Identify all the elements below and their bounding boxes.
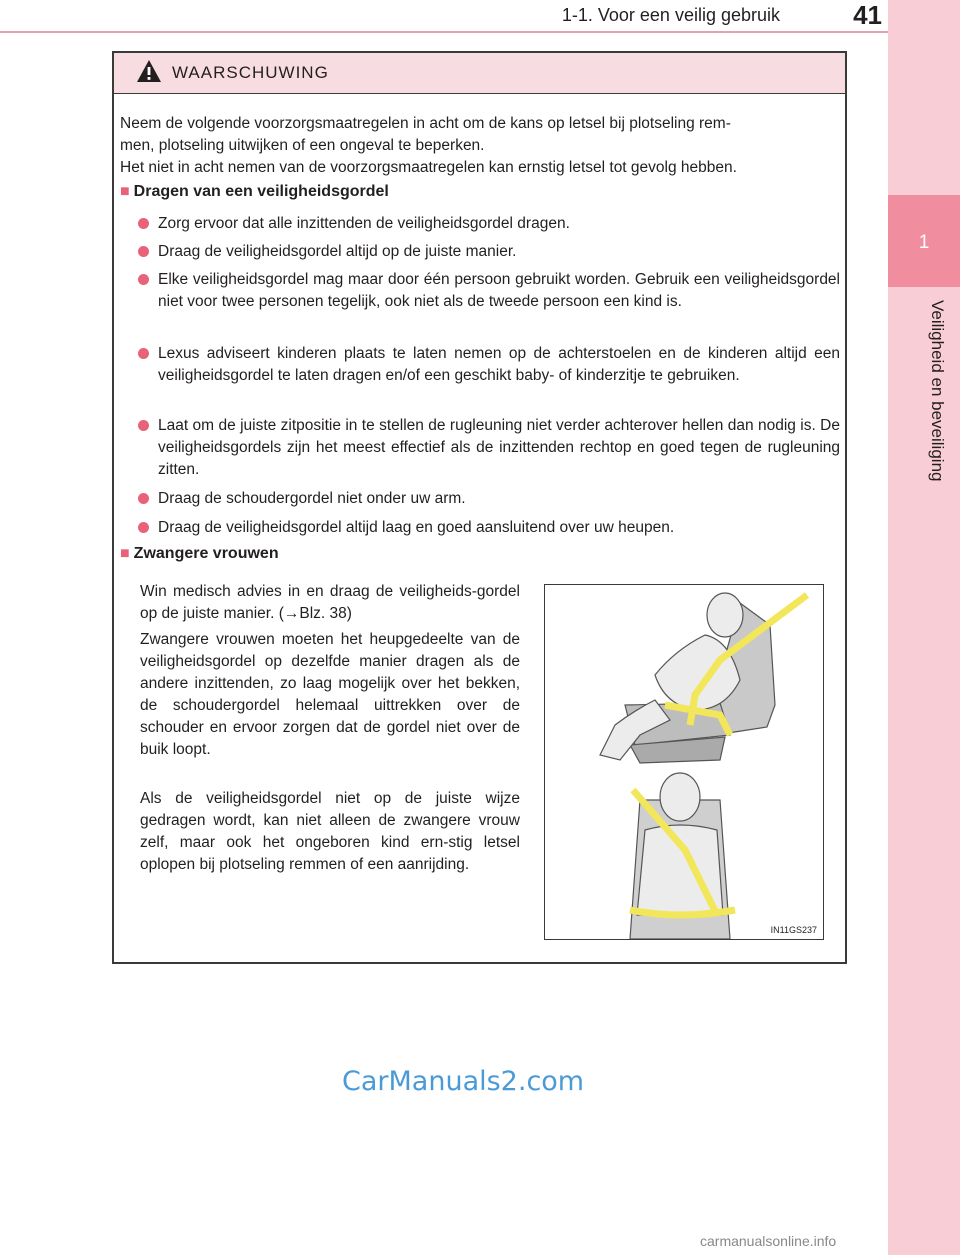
side-view (600, 593, 775, 763)
warning-box (112, 51, 847, 964)
warning-header (114, 53, 845, 94)
section-heading-seatbelt (120, 183, 389, 201)
bullet-text: Lexus adviseert kinderen plaats te laten nemen op de achterstoelen en de kinderen altijd een veiligheidsgordel te laten dragen en/of een geschikt baby- of kinderzitje te gebruiken. (158, 345, 840, 384)
bullet-text: Zorg ervoor dat alle inzittenden de veiligheidsgordel dragen. (158, 215, 570, 232)
paragraph: Als de veiligheidsgordel niet op de juiste wijze gedragen wordt, kan niet alleen de zwangere vrouw zelf, maar ook het ongeboren kind ern-stig letsel oplopen bij plotseling remmen of een aanrijding. (140, 790, 520, 873)
paragraph: Zwangere vrouwen moeten het heupgedeelte van de veiligheidsgordel op dezelfde manier dragen als de andere inzittenden, zo laag mogelijk over het bekken, de schoudergordel helemaal uittrekken over de schouder en ervoor zorgen dat de gordel niet over de buik loopt. (140, 631, 520, 758)
list-item (138, 517, 840, 539)
footer-watermark[interactable]: carmanualsonline.info (700, 1233, 837, 1249)
warning-intro (120, 113, 840, 179)
warning-triangle-icon (136, 59, 162, 83)
bullet-text: Elke veiligheidsgordel mag maar door één persoon gebruikt worden. Gebruik een veiligheidsgordel niet voor twee personen tegelijk, ook niet als de tweede persoon een kind is. (158, 271, 840, 310)
bullet-dot-icon (138, 246, 149, 257)
intro-line: Neem de volgende voorzorgsmaatregelen in acht om de kans op letsel bij plotseling rem- (120, 115, 731, 132)
paragraph: Win medisch advies in en draag de veiligheids-gordel op de juiste manier. (→Blz. 38) (140, 583, 520, 622)
list-item (138, 213, 840, 235)
header-rule (0, 31, 888, 33)
bullet-text: Draag de veiligheidsgordel altijd laag en goed aansluitend over uw heupen. (158, 519, 675, 536)
bullet-dot-icon (138, 493, 149, 504)
warning-title: WAARSCHUWING (172, 63, 329, 82)
list-item (138, 343, 840, 387)
watermark-logo[interactable]: CarManuals2.com (342, 1066, 585, 1097)
figure-label: IN11GS237 (770, 925, 817, 935)
chapter-title: Veiligheid en beveiliging (928, 300, 947, 482)
page-number: 41 (853, 0, 882, 30)
square-bullet-icon: ■ (120, 183, 130, 200)
side-tab (888, 0, 960, 1255)
chapter-number: 1 (918, 232, 930, 253)
intro-line: men, plotseling uitwijken of een ongeval te beperken. (120, 137, 485, 154)
square-bullet-icon: ■ (120, 545, 130, 562)
heading-text: Dragen van een veiligheidsgordel (133, 183, 389, 200)
intro-line: Het niet in acht nemen van de voorzorgsmaatregelen kan ernstig letsel tot gevolg hebben. (120, 159, 737, 176)
section-header: 1-1. Voor een veilig gebruik (561, 5, 780, 25)
bullet-dot-icon (138, 348, 149, 359)
bullet-text: Draag de veiligheidsgordel altijd op de juiste manier. (158, 243, 517, 260)
list-item (138, 488, 840, 510)
bullet-dot-icon (138, 522, 149, 533)
bullet-dot-icon (138, 274, 149, 285)
heading-text: Zwangere vrouwen (133, 545, 279, 562)
bullet-text: Draag de schoudergordel niet onder uw arm. (158, 490, 466, 507)
list-item (138, 269, 840, 313)
list-item (138, 415, 840, 481)
bullet-dot-icon (138, 420, 149, 431)
section-heading-pregnant (120, 545, 279, 563)
illustration-drawing (545, 585, 823, 939)
list-item (138, 241, 840, 263)
bullet-text: Laat om de juiste zitpositie in te stellen de rugleuning niet verder achterover hellen dan nodig is. De veiligheidsgordels zijn het meest effectief als de inzittenden rechtop en goed tegen de rugleuning zitten. (158, 417, 840, 478)
bullet-dot-icon (138, 218, 149, 229)
pregnant-seatbelt-illustration (544, 584, 824, 940)
